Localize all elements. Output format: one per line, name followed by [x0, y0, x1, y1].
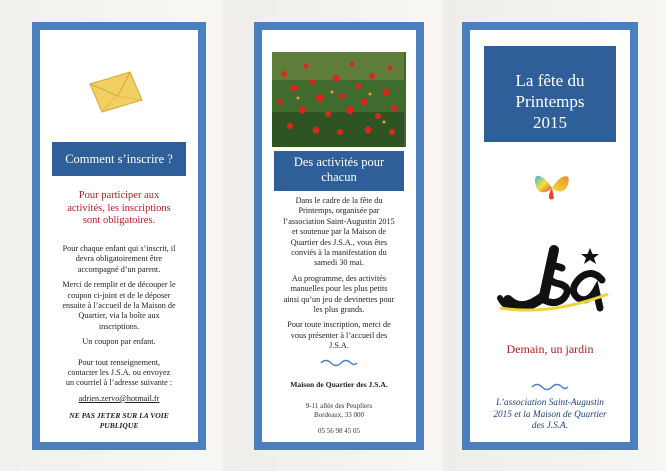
house-name: Maison de Quartier des J.S.A. [290, 380, 388, 389]
text-line: coupon ci-joint et de le déposer [67, 290, 171, 300]
do-not-litter-note [50, 411, 188, 430]
text-line: Printemps, organisée par [298, 206, 380, 216]
text-line: contacter les J.S.A. ou envoyez [67, 368, 171, 378]
address-line: 9-11 allée des Peupliers [305, 402, 373, 410]
text-line: un courriel à l’adresse suivante : [65, 378, 173, 388]
registration-heading-band [52, 142, 186, 176]
text-line: inscriptions. [98, 321, 140, 331]
text-line: Au programme, des activités [291, 273, 387, 283]
cover-title-line: Printemps [515, 92, 585, 111]
text-line: accompagné d’un parent. [77, 264, 161, 274]
text-line: manuelles pour les plus petits [290, 284, 388, 294]
signup-paragraph [272, 320, 406, 351]
panel-registration [32, 22, 206, 450]
program-paragraph [272, 274, 406, 316]
text-line: vous présenter à l’accueil des [290, 330, 388, 340]
coupon-paragraph [54, 280, 184, 332]
cover-closing [480, 398, 620, 433]
address-line: Bordeaux, 33 000 [314, 411, 364, 419]
closing-line: 2015 et la Maison de Quartier [493, 409, 607, 420]
address [270, 402, 408, 420]
panel-cover-inner [470, 30, 630, 442]
one-coupon-note: Un coupon par enfant. [82, 337, 156, 347]
text-line: ainsi qu’un jeu de devinettes pour [283, 294, 395, 304]
panel-registration-inner [40, 30, 198, 442]
lead-line: Pour participer aux [78, 190, 160, 201]
text-line: Pour chaque enfant qui s’inscrit, il [62, 244, 176, 253]
cover-title-line: 2015 [533, 113, 567, 132]
text-line: ensuite à l’accueil de la Maison de [62, 301, 176, 311]
contact-email: adrien.zervo@hotmail.fr [78, 393, 160, 403]
panel-cover [462, 22, 638, 450]
cover-tagline: Demain, un jardin [506, 342, 594, 356]
flourish-ornament-icon [262, 358, 416, 371]
text-line: samedi 30 mai. [314, 258, 364, 268]
contact-paragraph [54, 358, 184, 389]
text-line: Pour tout renseignement, [77, 357, 161, 367]
butterfly-icon [532, 168, 572, 204]
activities-body [272, 196, 406, 357]
text-line: devra obligatoirement être [75, 254, 163, 264]
registration-body [54, 244, 184, 404]
text-line: NE PAS JETER SUR LA VOIE [69, 411, 169, 420]
registration-lead [54, 190, 184, 228]
activities-heading-line: Des activités pour [293, 155, 385, 169]
text-line: Dans le cadre de la fête du [295, 196, 383, 205]
flourish-ornament-icon [470, 382, 630, 395]
closing-line: L’association Saint-Augustin [496, 398, 604, 408]
jsa-logo [494, 242, 610, 318]
cover-title-band [484, 46, 616, 142]
text-line: l’association Saint-Augustin 2015 [283, 216, 395, 226]
parent-paragraph [54, 244, 184, 275]
flower-garden-photo [272, 52, 406, 147]
envelope-icon [86, 70, 144, 114]
activities-heading-band [274, 151, 404, 191]
text-line: Quartier, via la boîte aux [78, 311, 160, 321]
text-line: PUBLIQUE [99, 420, 139, 430]
lead-line: sont obligatoires. [82, 215, 156, 226]
text-line: Quartier des J.S.A., vous êtes [290, 237, 388, 247]
cover-title-line: La fête du [515, 71, 585, 90]
lead-line: activités, les inscriptions [67, 202, 171, 214]
text-line: conviés à la manifestation du [291, 248, 387, 258]
registration-heading: Comment s’inscrire ? [65, 152, 173, 166]
phone-number: 05 56 98 45 05 [318, 427, 360, 435]
text-line: J.S.A. [329, 341, 349, 351]
text-line: Pour toute inscription, merci de [287, 320, 391, 330]
flower-garden-image [272, 52, 404, 147]
closing-line: des J.S.A. [531, 421, 569, 431]
text-line: les plus grands. [313, 305, 365, 315]
event-paragraph [272, 196, 406, 269]
activities-heading-line: chacun [321, 170, 357, 184]
panel-activities [254, 22, 424, 450]
panel-activities-inner [262, 30, 416, 442]
text-line: et soutenue par la Maison de [292, 227, 386, 237]
text-line: Merci de remplir et de découper le [62, 280, 176, 290]
